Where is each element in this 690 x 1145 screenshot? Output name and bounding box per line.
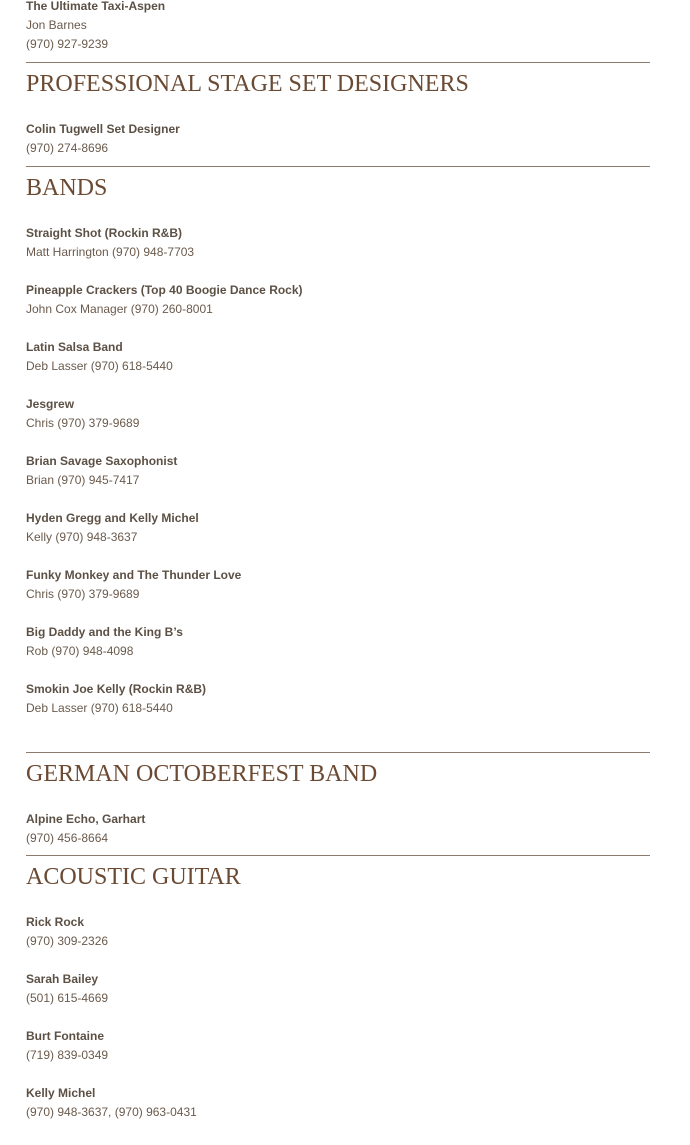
section-heading-bands: BANDS [26,175,108,201]
entry-detail: (970) 456-8664 [26,831,109,845]
entry-detail: (501) 615-4669 [26,991,109,1005]
entry-name: Big Daddy and the King B’s [26,625,183,639]
entry-name: Straight Shot (Rockin R&B) [26,226,182,240]
entry-name: Brian Savage Saxophonist [26,454,178,468]
section-divider [26,166,650,167]
entry-detail: (719) 839-0349 [26,1048,109,1062]
list-item [26,1027,650,1065]
entry-detail: Kelly (970) 948-3637 [26,530,138,544]
list-item [26,623,650,661]
list-item [26,509,650,547]
section-divider [26,752,650,753]
entry-detail: Deb Lasser (970) 618-5440 [26,701,173,715]
entry-name: Funky Monkey and The Thunder Love [26,568,242,582]
list-item [26,810,650,848]
entry-name: Sarah Bailey [26,972,99,986]
list-item [26,338,650,376]
entry-detail: Chris (970) 379-9689 [26,587,140,601]
entry-name: Burt Fontaine [26,1029,104,1043]
entry-detail: Brian (970) 945-7417 [26,473,140,487]
entry-detail: Matt Harrington (970) 948-7703 [26,245,195,259]
entry-name: Rick Rock [26,915,85,929]
list-item [26,395,650,433]
list-item [26,913,650,951]
list-item [26,120,650,158]
list-item [26,680,650,718]
entry-phone: (970) 927-9239 [26,37,109,51]
section-divider [26,62,650,63]
list-item-ultimate-taxi [26,0,650,54]
section-heading-german-octoberfest-band: GERMAN OCTOBERFEST BAND [26,761,378,787]
entry-name: Smokin Joe Kelly (Rockin R&B) [26,682,207,696]
entry-detail: Chris (970) 379-9689 [26,416,140,430]
list-item [26,452,650,490]
entry-detail: (970) 309-2326 [26,934,109,948]
list-item [26,224,650,262]
entry-name: Hyden Gregg and Kelly Michel [26,511,199,525]
list-item [26,970,650,1008]
entry-detail: John Cox Manager (970) 260-8001 [26,302,213,316]
entry-detail: (970) 948-3637, (970) 963-0431 [26,1105,197,1119]
entry-detail: Deb Lasser (970) 618-5440 [26,359,173,373]
entry-name: Colin Tugwell Set Designer [26,122,180,136]
entry-detail: Rob (970) 948-4098 [26,644,134,658]
section-heading-stage-set-designers: PROFESSIONAL STAGE SET DESIGNERS [26,71,469,97]
list-item [26,566,650,604]
entry-name: Pineapple Crackers (Top 40 Boogie Dance Rock) [26,283,303,297]
section-divider [26,855,650,856]
entry-name: Kelly Michel [26,1086,96,1100]
entry-contact: Jon Barnes [26,18,87,32]
entry-name: Latin Salsa Band [26,340,123,354]
section-heading-acoustic-guitar: ACOUSTIC GUITAR [26,864,241,890]
entry-name: Jesgrew [26,397,75,411]
list-item [26,1084,650,1122]
list-item [26,281,650,319]
entry-name: The Ultimate Taxi-Aspen [26,0,166,13]
entry-detail: (970) 274-8696 [26,141,109,155]
entry-name: Alpine Echo, Garhart [26,812,146,826]
